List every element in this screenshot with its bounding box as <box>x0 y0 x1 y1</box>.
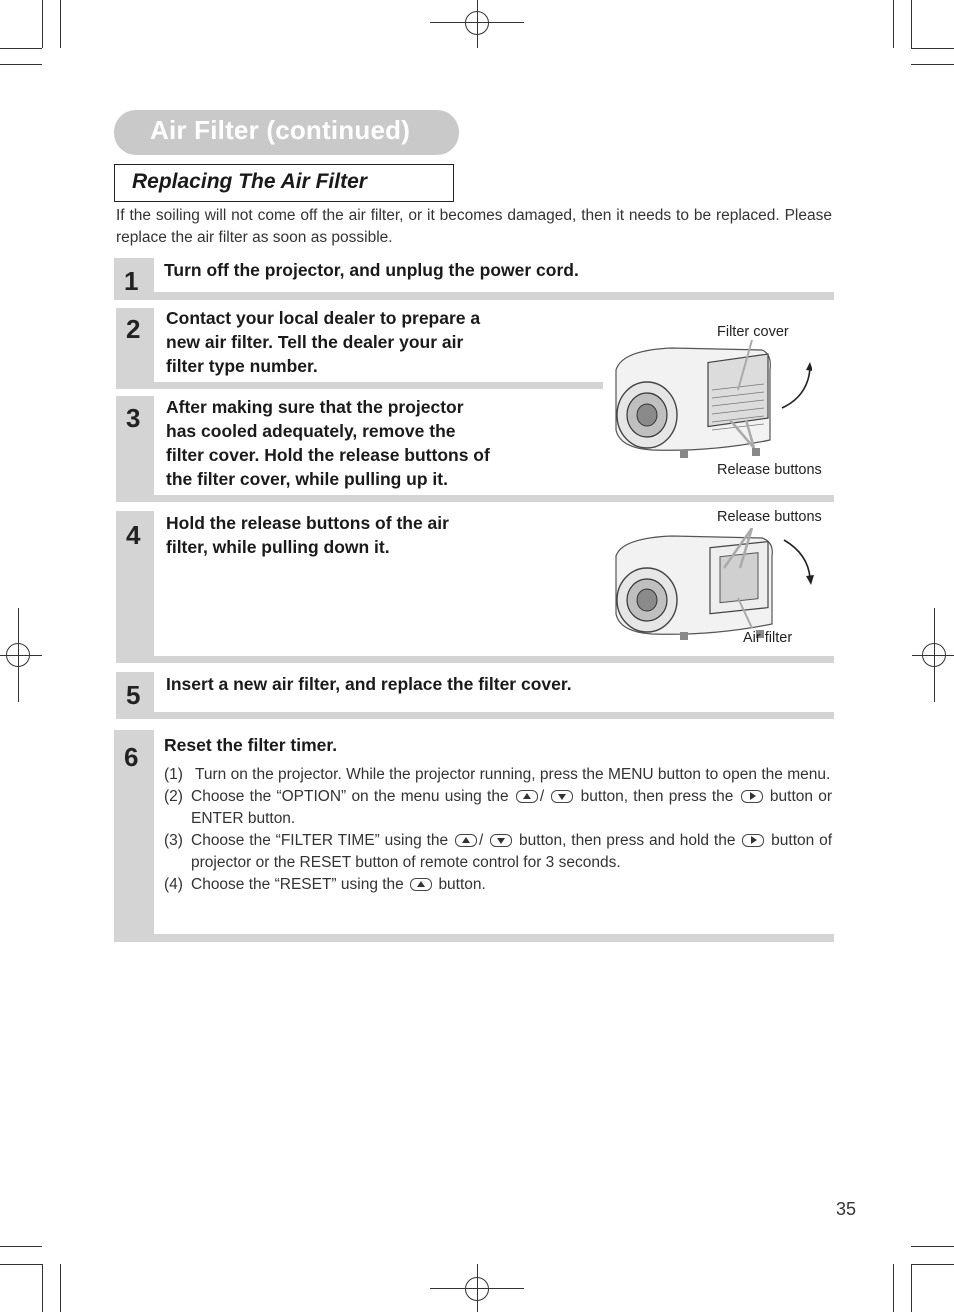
step-4-number: 4 <box>126 520 141 550</box>
down-button-icon <box>551 790 573 803</box>
down-button-icon <box>490 834 512 847</box>
intro-paragraph: If the soiling will not come off the air filter, or it becomes damaged, then it needs to be replaced. Please replace the air filter as soon as possible. <box>116 207 832 246</box>
step-6-item-2: (2) Choose the “OPTION” on the menu using the / button, then press the button or ENTER button. <box>164 788 833 827</box>
step-6-instructions <box>164 764 832 896</box>
page-number: 35 <box>836 1199 857 1219</box>
step-5-number: 5 <box>126 680 141 710</box>
step-5-text: Insert a new air filter, and replace the filter cover. <box>166 674 572 694</box>
figure-2-label-air-filter: Air filter <box>743 630 793 646</box>
figure-2-label-release-buttons: Release buttons <box>717 509 822 525</box>
right-button-icon <box>741 790 763 803</box>
step-6-item-1: (1) Turn on the projector. While the projector running, press the MENU button to open the menu. <box>164 766 831 783</box>
step-3-number: 3 <box>126 403 141 433</box>
subsection-title: Replacing The Air Filter <box>132 170 367 193</box>
step-6-item-3: (3) Choose the “FILTER TIME” using the / button, then press and hold the button of projector or the RESET button of remote control for 3 seconds. <box>164 832 833 871</box>
up-button-icon <box>410 878 432 891</box>
up-button-icon <box>516 790 538 803</box>
projector-air-filter-figure <box>612 528 820 646</box>
projector-filter-cover-figure <box>612 340 812 465</box>
step-4-text: Hold the release buttons of the air filter, while pulling down it. <box>166 513 449 557</box>
section-title: Air Filter (continued) <box>150 115 411 145</box>
figure-1-label-filter-cover: Filter cover <box>717 324 789 340</box>
step-6-number: 6 <box>124 742 139 772</box>
step-6-text: Reset the filter timer. <box>164 735 338 755</box>
step-1-text: Turn off the projector, and unplug the power cord. <box>164 260 579 280</box>
step-2-text: Contact your local dealer to prepare a new air filter. Tell the dealer your air filter type number. <box>166 308 481 376</box>
figure-1-label-release-buttons: Release buttons <box>717 462 822 478</box>
step-1-number: 1 <box>124 266 139 296</box>
right-button-icon <box>742 834 764 847</box>
up-button-icon <box>455 834 477 847</box>
step-2-number: 2 <box>126 314 141 344</box>
step-3-text: After making sure that the projector has cooled adequately, remove the filter cover. Hold the release buttons of the filter cover, while pulling up it. <box>166 397 490 489</box>
step-6-item-4: (4) Choose the “RESET” using the button. <box>164 876 486 893</box>
